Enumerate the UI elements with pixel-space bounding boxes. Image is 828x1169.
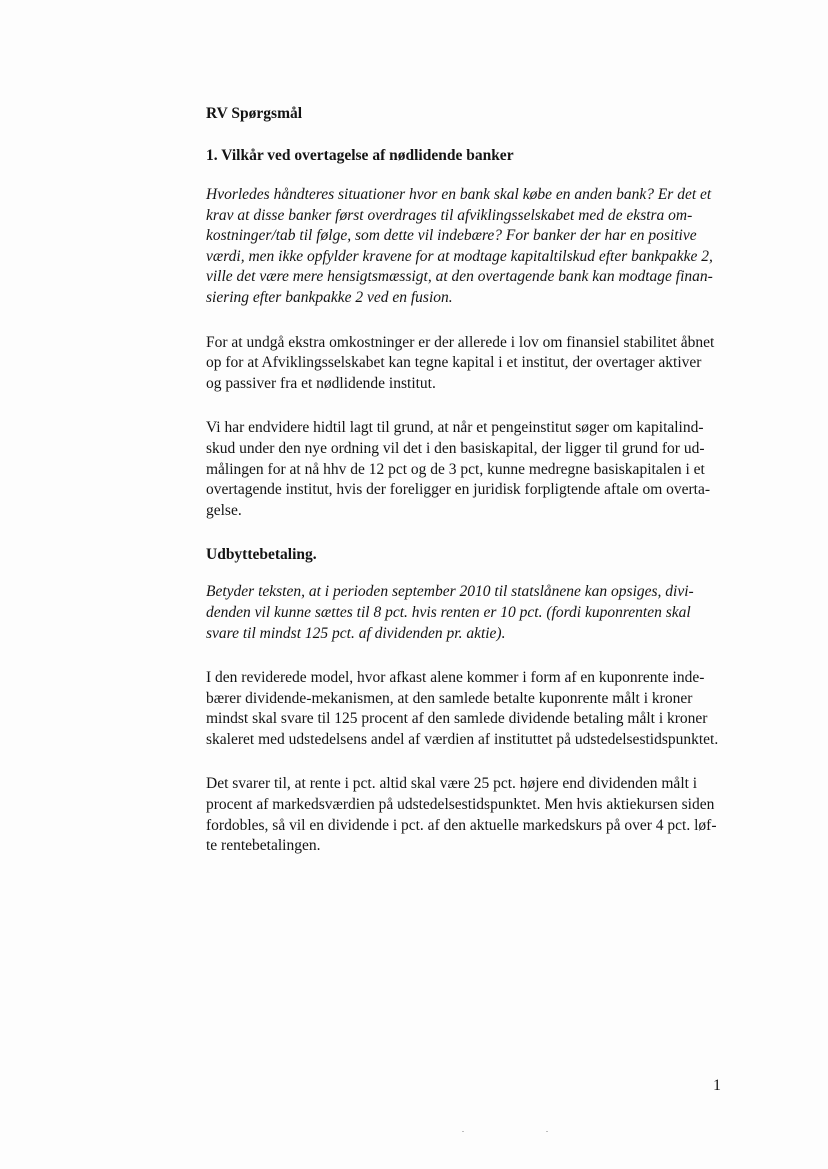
text-line: mindst skal svare til 125 procent af den samlede dividende betaling målt i kroner: [206, 710, 708, 728]
answer-paragraph: [206, 418, 726, 521]
text-line: I den reviderede model, hvor afkast alene kommer i form af en kuponrente inde-: [206, 669, 705, 687]
text-line: værdi, men ikke opfylder kravene for at modtage kapitaltilskud efter bankpakke 2,: [206, 247, 713, 265]
text-line: krav at disse banker først overdrages til afviklingsselskabet med de ekstra om-: [206, 206, 693, 224]
answer-paragraph: [206, 668, 726, 750]
text-line: målingen for at nå hhv de 12 pct og de 3 pct, kunne medregne basiskapitalen i et: [206, 460, 705, 478]
answer-paragraph: [206, 774, 726, 856]
text-line: For at undgå ekstra omkostninger er der allerede i lov om finansiel stabilitet åbnet: [206, 333, 715, 351]
text-line: skaleret med udstedelsens andel af værdien af instituttet på udstedelsestidspunktet.: [206, 730, 719, 748]
text-line: fordobles, så vil en dividende i pct. af den aktuelle markedskurs på over 4 pct. løf-: [206, 816, 717, 834]
text-line: Det svarer til, at rente i pct. altid skal være 25 pct. højere end dividenden målt i: [206, 775, 698, 793]
text-line: Hvorledes håndteres situationer hvor en bank skal købe en anden bank? Er det et: [206, 186, 712, 203]
text-line: kostninger/tab til følge, som dette vil indebære? For banker der har en positive: [206, 227, 697, 245]
question-paragraph: [206, 582, 726, 644]
page-number: 1: [713, 1077, 721, 1094]
section-heading: Udbyttebetaling.: [206, 546, 317, 564]
text-line: gelse.: [206, 501, 242, 519]
text-line: og passiver fra et nødlidende institut.: [206, 374, 436, 392]
section-heading: 1. Vilkår ved overtagelse af nødlidende banker: [206, 147, 514, 164]
text-line: skud under den nye ordning vil det i den basiskapital, der ligger til grund for ud-: [206, 439, 705, 457]
document-body: [206, 104, 726, 857]
text-line: denden vil kunne sættes til 8 pct. hvis renten er 10 pct. (fordi kuponrenten skal: [206, 603, 691, 621]
answer-paragraph: [206, 333, 726, 395]
text-line: siering efter bankpakke 2 ved en fusion.: [206, 288, 453, 306]
text-line: Betyder teksten, at i perioden september 2010 til statslånene kan opsiges, divi-: [206, 583, 694, 601]
text-line: Vi har endvidere hidtil lagt til grund, at når et pengeinstitut søger om kapitalind-: [206, 419, 704, 437]
question-paragraph: [206, 185, 726, 309]
text-line: procent af markedsværdien på udstedelsestidspunktet. Men hvis aktiekursen siden: [206, 796, 715, 814]
text-line: svare til mindst 125 pct. af dividenden pr. aktie).: [206, 624, 506, 642]
scan-speck: [546, 1131, 548, 1132]
text-line: op for at Afviklingsselskabet kan tegne kapital i et institut, der overtager aktiver: [206, 354, 702, 372]
document-title: RV Spørgsmål: [206, 105, 303, 122]
text-line: te rentebetalingen.: [206, 837, 321, 855]
text-line: ville det være mere hensigtsmæssigt, at den overtagende bank kan modtage finan-: [206, 268, 713, 286]
text-line: overtagende institut, hvis der foreligger en juridisk forpligtende aftale om overta-: [206, 481, 711, 499]
text-line: bærer dividende-mekanismen, at den samlede betalte kuponrente målt i kroner: [206, 689, 693, 707]
scan-speck: [462, 1131, 464, 1132]
